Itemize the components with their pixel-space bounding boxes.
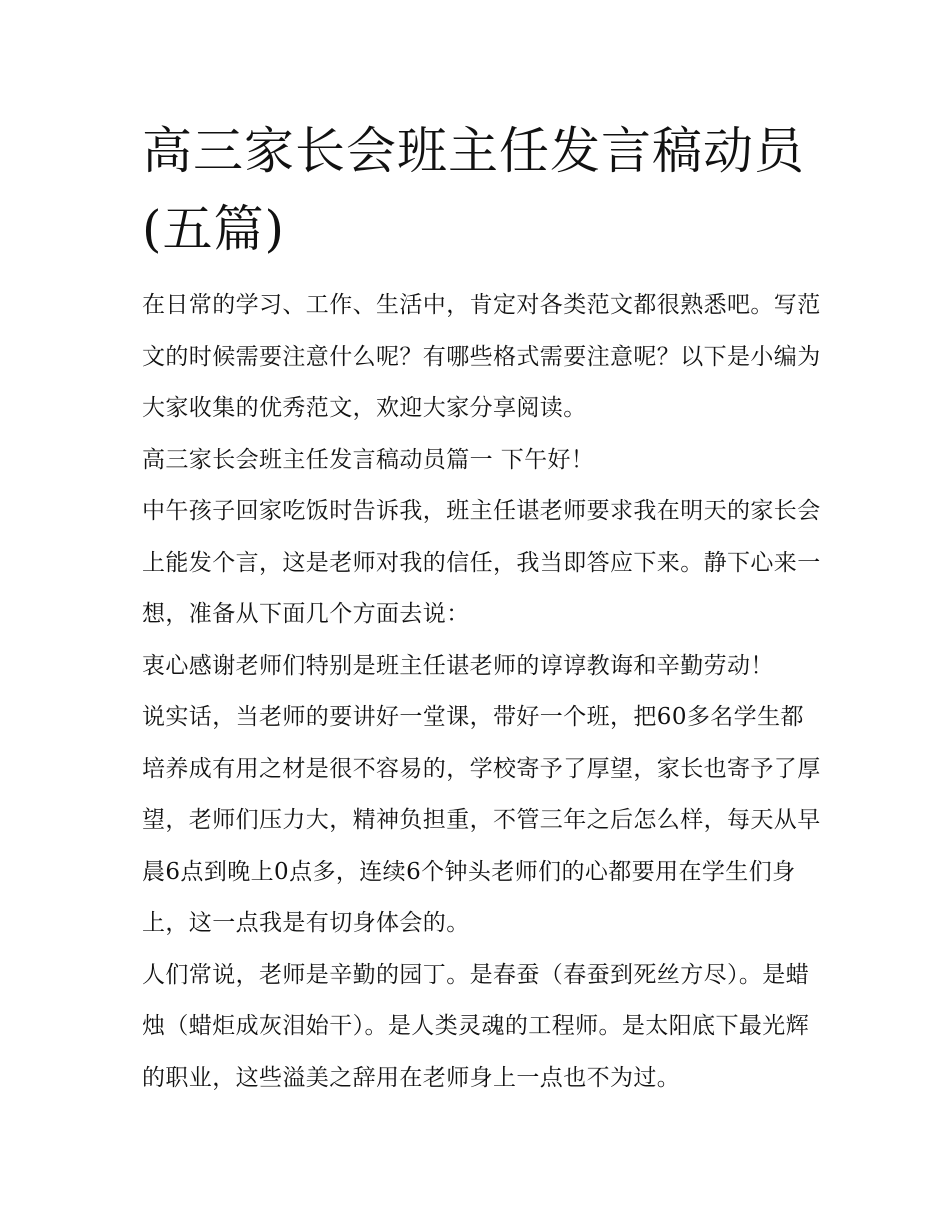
document-body bbox=[142, 280, 822, 1104]
paragraph-body: 衷心感谢老师们特别是班主任谌老师的谆谆教诲和辛勤劳动！ bbox=[142, 652, 774, 679]
paragraph-body: 说实话，当老师的要讲好一堂课，带好一个班，把60多名学生都培养成有用之材是很不容易的，学校寄予了厚望，家长也寄予了厚望，老师们压力大，精神负担重，不管三年之后怎么样，每天从早晨6点到晚上0点多，连续6个钟头老师们的心都要用在学生们身上，这一点我是有切身体会的。 bbox=[142, 704, 821, 936]
document-title: 高三家长会班主任发言稿动员(五篇) bbox=[142, 122, 805, 258]
paragraph-section-heading: 高三家长会班主任发言稿动员篇一 下午好！ bbox=[142, 446, 595, 473]
paragraph-body: 人们常说，老师是辛勤的园丁。是春蚕（春蚕到死丝方尽）。是蜡烛（蜡炬成灰泪始干）。是人类灵魂的工程师。是太阳底下最光辉的职业，这些溢美之辞用在老师身上一点也不为过。 bbox=[142, 961, 810, 1091]
paragraph-body: 中午孩子回家吃饭时告诉我，班主任谌老师要求我在明天的家长会上能发个言，这是老师对我的信任，我当即答应下来。静下心来一想，准备从下面几个方面去说： bbox=[142, 498, 821, 627]
paragraph-intro: 在日常的学习、工作、生活中，肯定对各类范文都很熟悉吧。写范文的时候需要注意什么呢？有哪些格式需要注意呢？以下是小编为大家收集的优秀范文，欢迎大家分享阅读。 bbox=[142, 292, 821, 421]
